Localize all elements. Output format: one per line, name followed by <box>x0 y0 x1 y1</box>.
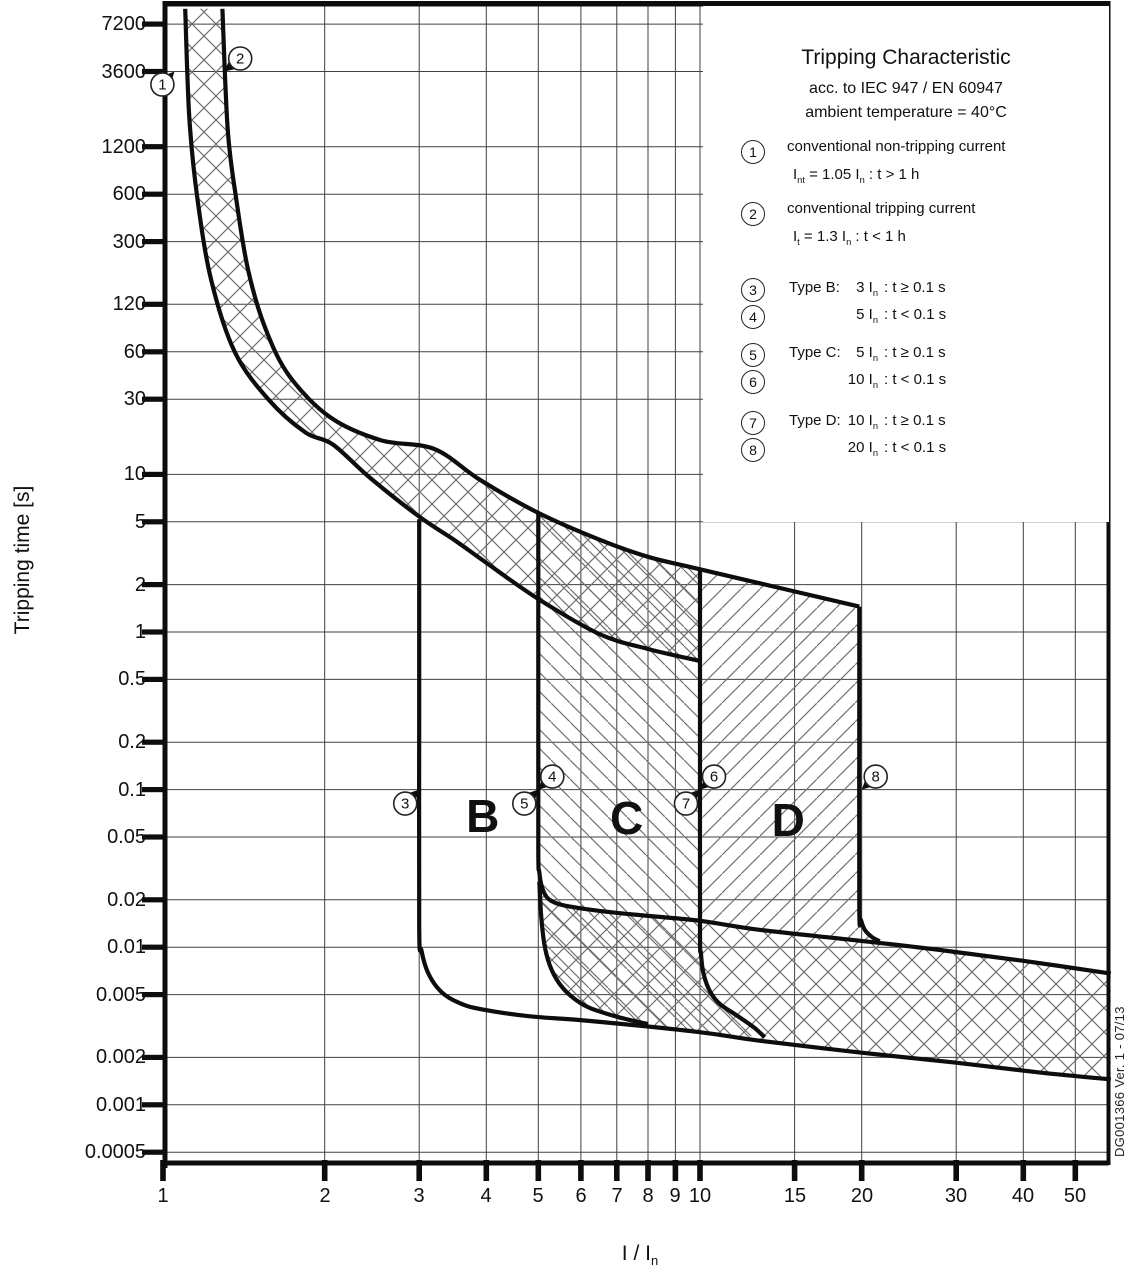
x-tick-label: 8 <box>642 1185 654 1207</box>
y-tick-label: 30 <box>123 388 146 410</box>
callout-number: 1 <box>158 76 167 94</box>
x-tick-label: 10 <box>688 1185 712 1207</box>
y-tick-label: 2 <box>134 574 146 596</box>
y-tick-label: 0.01 <box>107 936 146 958</box>
y-tick-label: 5 <box>134 511 146 533</box>
legend-circle-6: 6 <box>741 370 765 394</box>
y-tick-label: 0.02 <box>107 889 146 911</box>
x-tick-label: 20 <box>850 1185 874 1207</box>
callout-number: 4 <box>548 768 557 786</box>
y-tick-label: 1 <box>134 621 146 643</box>
legend-circle-4: 4 <box>741 305 765 329</box>
y-tick-label: 3600 <box>101 61 146 83</box>
legend-text: : t ≥ 0.1 s <box>884 279 946 296</box>
legend-text: Type C: <box>789 344 841 361</box>
y-axis-title: Tripping time [s] <box>11 485 34 635</box>
legend-circle-1: 1 <box>741 140 765 164</box>
legend-text: conventional tripping current <box>787 200 976 217</box>
y-tick-label: 120 <box>112 293 146 315</box>
callout-number: 5 <box>520 795 529 813</box>
y-tick-label: 300 <box>112 231 146 253</box>
legend-text: 5 $I_n$ <box>856 306 878 325</box>
x-tick-label: 2 <box>319 1185 331 1207</box>
legend-text: 20 $I_n$ <box>847 439 878 458</box>
legend-text: : t < 0.1 s <box>884 439 947 456</box>
y-tick-label: 10 <box>123 463 146 485</box>
legend-text: 5 $I_n$ <box>856 344 878 363</box>
callout-number: 8 <box>871 768 880 786</box>
legend-text: Type B: <box>789 279 840 296</box>
legend-circle-8: 8 <box>741 438 765 462</box>
x-tick-label: 6 <box>575 1185 587 1207</box>
y-tick-label: 0.0005 <box>84 1141 146 1163</box>
x-axis-title: I / $I_n$ <box>621 1242 659 1269</box>
x-tick-label: 40 <box>1011 1185 1035 1207</box>
legend-text: 10 $I_n$ <box>847 412 878 431</box>
x-tick-label: 9 <box>669 1185 681 1207</box>
document-code: DG001366 Ver. 1 - 07/13 <box>1112 1006 1127 1157</box>
legend-text: conventional non-tripping current <box>787 138 1006 155</box>
y-tick-label: 600 <box>112 183 146 205</box>
x-tick-label: 1 <box>157 1185 169 1207</box>
legend-text: : t < 0.1 s <box>884 371 947 388</box>
x-tick-label: 5 <box>532 1185 544 1207</box>
legend-title: Tripping Characteristic <box>801 46 1011 69</box>
callout-number: 2 <box>236 50 245 68</box>
x-tick-label: 15 <box>783 1185 807 1207</box>
y-tick-label: 0.001 <box>95 1094 146 1116</box>
y-tick-label: 7200 <box>101 13 146 35</box>
callout-number: 6 <box>709 768 719 786</box>
callout-number: 7 <box>681 795 691 813</box>
legend-circle-7: 7 <box>741 411 765 435</box>
legend-text: 3 $I_n$ <box>856 279 878 298</box>
legend-text: : t ≥ 0.1 s <box>884 412 946 429</box>
x-tick-label: 4 <box>480 1185 492 1207</box>
x-tick-label: 7 <box>611 1185 623 1207</box>
y-tick-label: 0.5 <box>118 668 146 690</box>
legend-text: $I_t = 1.3$ $I_n$ : t < 1 h <box>793 228 906 247</box>
legend-text: $I_{nt} = 1.05$ $I_n$ : t > 1 h <box>793 166 920 185</box>
y-tick-label: 1200 <box>101 136 146 158</box>
legend-text: : t ≥ 0.1 s <box>884 344 946 361</box>
region-label-c: C <box>609 792 644 844</box>
legend-text: 10 $I_n$ <box>847 371 878 390</box>
x-tick-label: 30 <box>944 1185 968 1207</box>
legend-circle-3: 3 <box>741 278 765 302</box>
y-tick-label: 0.002 <box>95 1046 146 1068</box>
y-tick-label: 0.1 <box>118 779 146 801</box>
y-tick-label: 0.2 <box>118 731 146 753</box>
region-label-b: B <box>466 790 500 842</box>
y-tick-label: 60 <box>123 341 146 363</box>
legend-circle-5: 5 <box>741 343 765 367</box>
x-tick-label: 3 <box>413 1185 425 1207</box>
legend-text: Type D: <box>789 412 841 429</box>
region-label-d: D <box>771 794 805 847</box>
legend-circle-2: 2 <box>741 202 765 226</box>
y-tick-label: 0.05 <box>107 826 146 848</box>
callout-number: 3 <box>401 795 410 813</box>
x-tick-label: 50 <box>1063 1185 1087 1207</box>
legend-ambient: ambient temperature = 40°C <box>805 104 1007 121</box>
legend-text: : t < 0.1 s <box>884 306 947 323</box>
legend-panel <box>703 6 1109 522</box>
y-tick-label: 0.005 <box>95 984 146 1006</box>
legend-standard: acc. to IEC 947 / EN 60947 <box>809 80 1003 97</box>
